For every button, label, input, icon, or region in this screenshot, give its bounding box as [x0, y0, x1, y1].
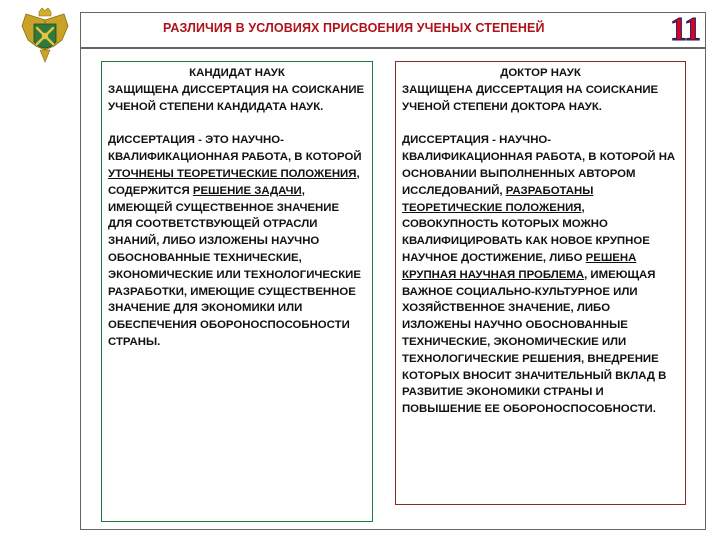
candidate-column [101, 61, 373, 522]
candidate-def-part3: , ИМЕЮЩЕЙ СУЩЕСТВЕННОЕ ЗНАЧЕНИЕ ДЛЯ СООТВЕТСТВУЮЩЕЙ ОТРАСЛИ ЗНАНИЙ, ЛИБО ИЗЛОЖЕНЫ НАУЧНО ОБОСНОВАННЫЕ ТЕХНИЧЕСКИЕ, ЭКОНОМИЧЕСКИЕ ИЛИ ТЕХНОЛОГИЧЕСКИЕ РАЗРАБОТКИ, ИМЕЮЩИЕ СУЩЕСТВЕННОЕ ЗНАЧЕНИЕ ДЛЯ ЭКОНОМИКИ ИЛИ ОБЕСПЕЧЕНИЯ ОБОРОНОСПОСОБНОСТИ СТРАНЫ. [108, 184, 361, 348]
doctor-heading: ДОКТОР НАУК [500, 67, 581, 79]
candidate-underline-2: РЕШЕНИЕ ЗАДАЧИ [192, 184, 302, 197]
candidate-def-part1: ДИССЕРТАЦИЯ - ЭТО НАУЧНО-КВАЛИФИКАЦИОННАЯ РАБОТА, В КОТОРОЙ [108, 134, 362, 164]
doctor-underline-1: РАЗРАБОТАНЫ ТЕОРЕТИЧЕСКИЕ ПОЛОЖЕНИЯ [402, 184, 594, 214]
doctor-def-part1: ДИССЕРТАЦИЯ - НАУЧНО-КВАЛИФИКАЦИОННАЯ РАБОТА, В КОТОРОЙ НА ОСНОВАНИИ ВЫПОЛНЕННЫХ АВТОРОМ ИССЛЕДОВАНИЙ, [402, 134, 676, 197]
candidate-underline-1: УТОЧНЕНЫ ТЕОРЕТИЧЕСКИЕ ПОЛОЖЕНИЯ [108, 167, 357, 180]
doctor-definition [402, 132, 679, 418]
doctor-column [395, 61, 686, 505]
doctor-underline-2: РЕШЕНА КРУПНАЯ НАУЧНАЯ ПРОБЛЕМА [402, 251, 637, 281]
candidate-definition [108, 132, 366, 350]
doctor-def-part2: , СОВОКУПНОСТЬ КОТОРЫХ МОЖНО КВАЛИФИЦИРОВАТЬ КАК НОВОЕ КРУПНОЕ НАУЧНОЕ ДОСТИЖЕНИЕ, ЛИБО [402, 201, 650, 264]
candidate-intro: ЗАЩИЩЕНА ДИССЕРТАЦИЯ НА СОИСКАНИЕ УЧЕНОЙ СТЕПЕНИ КАНДИДАТА НАУК. [108, 83, 365, 113]
candidate-def-part2: , СОДЕРЖИТСЯ [108, 167, 360, 197]
candidate-heading: КАНДИДАТ НАУК [189, 67, 285, 79]
doctor-intro: ЗАЩИЩЕНА ДИССЕРТАЦИЯ НА СОИСКАНИЕ УЧЕНОЙ СТЕПЕНИ ДОКТОРА НАУК. [402, 83, 659, 113]
slide-number: 11 [669, 11, 701, 48]
slide-title: РАЗЛИЧИЯ В УСЛОВИЯХ ПРИСВОЕНИЯ УЧЕНЫХ СТЕПЕНЕЙ [163, 21, 545, 35]
coat-of-arms-emblem [16, 6, 74, 68]
doctor-def-part3: , ИМЕЮЩАЯ ВАЖНОЕ СОЦИАЛЬНО-КУЛЬТУРНОЕ ИЛИ ХОЗЯЙСТВЕННОЕ ЗНАЧЕНИЕ, ЛИБО ИЗЛОЖЕНЫ НАУЧНО ОБОСНОВАННЫЕ ТЕХНИЧЕСКИЕ, ЭКОНОМИЧЕСКИЕ ИЛИ ТЕХНОЛОГИЧЕСКИЕ РЕШЕНИЯ, ВНЕДРЕНИЕ КОТОРЫХ ВНОСИТ ЗНАЧИТЕЛЬНЫЙ ВКЛАД В РАЗВИТИЕ ЭКОНОМИКИ СТРАНЫ И ПОВЫШЕНИЕ ЕЕ ОБОРОНОСПОСОБНОСТИ. [402, 268, 667, 416]
